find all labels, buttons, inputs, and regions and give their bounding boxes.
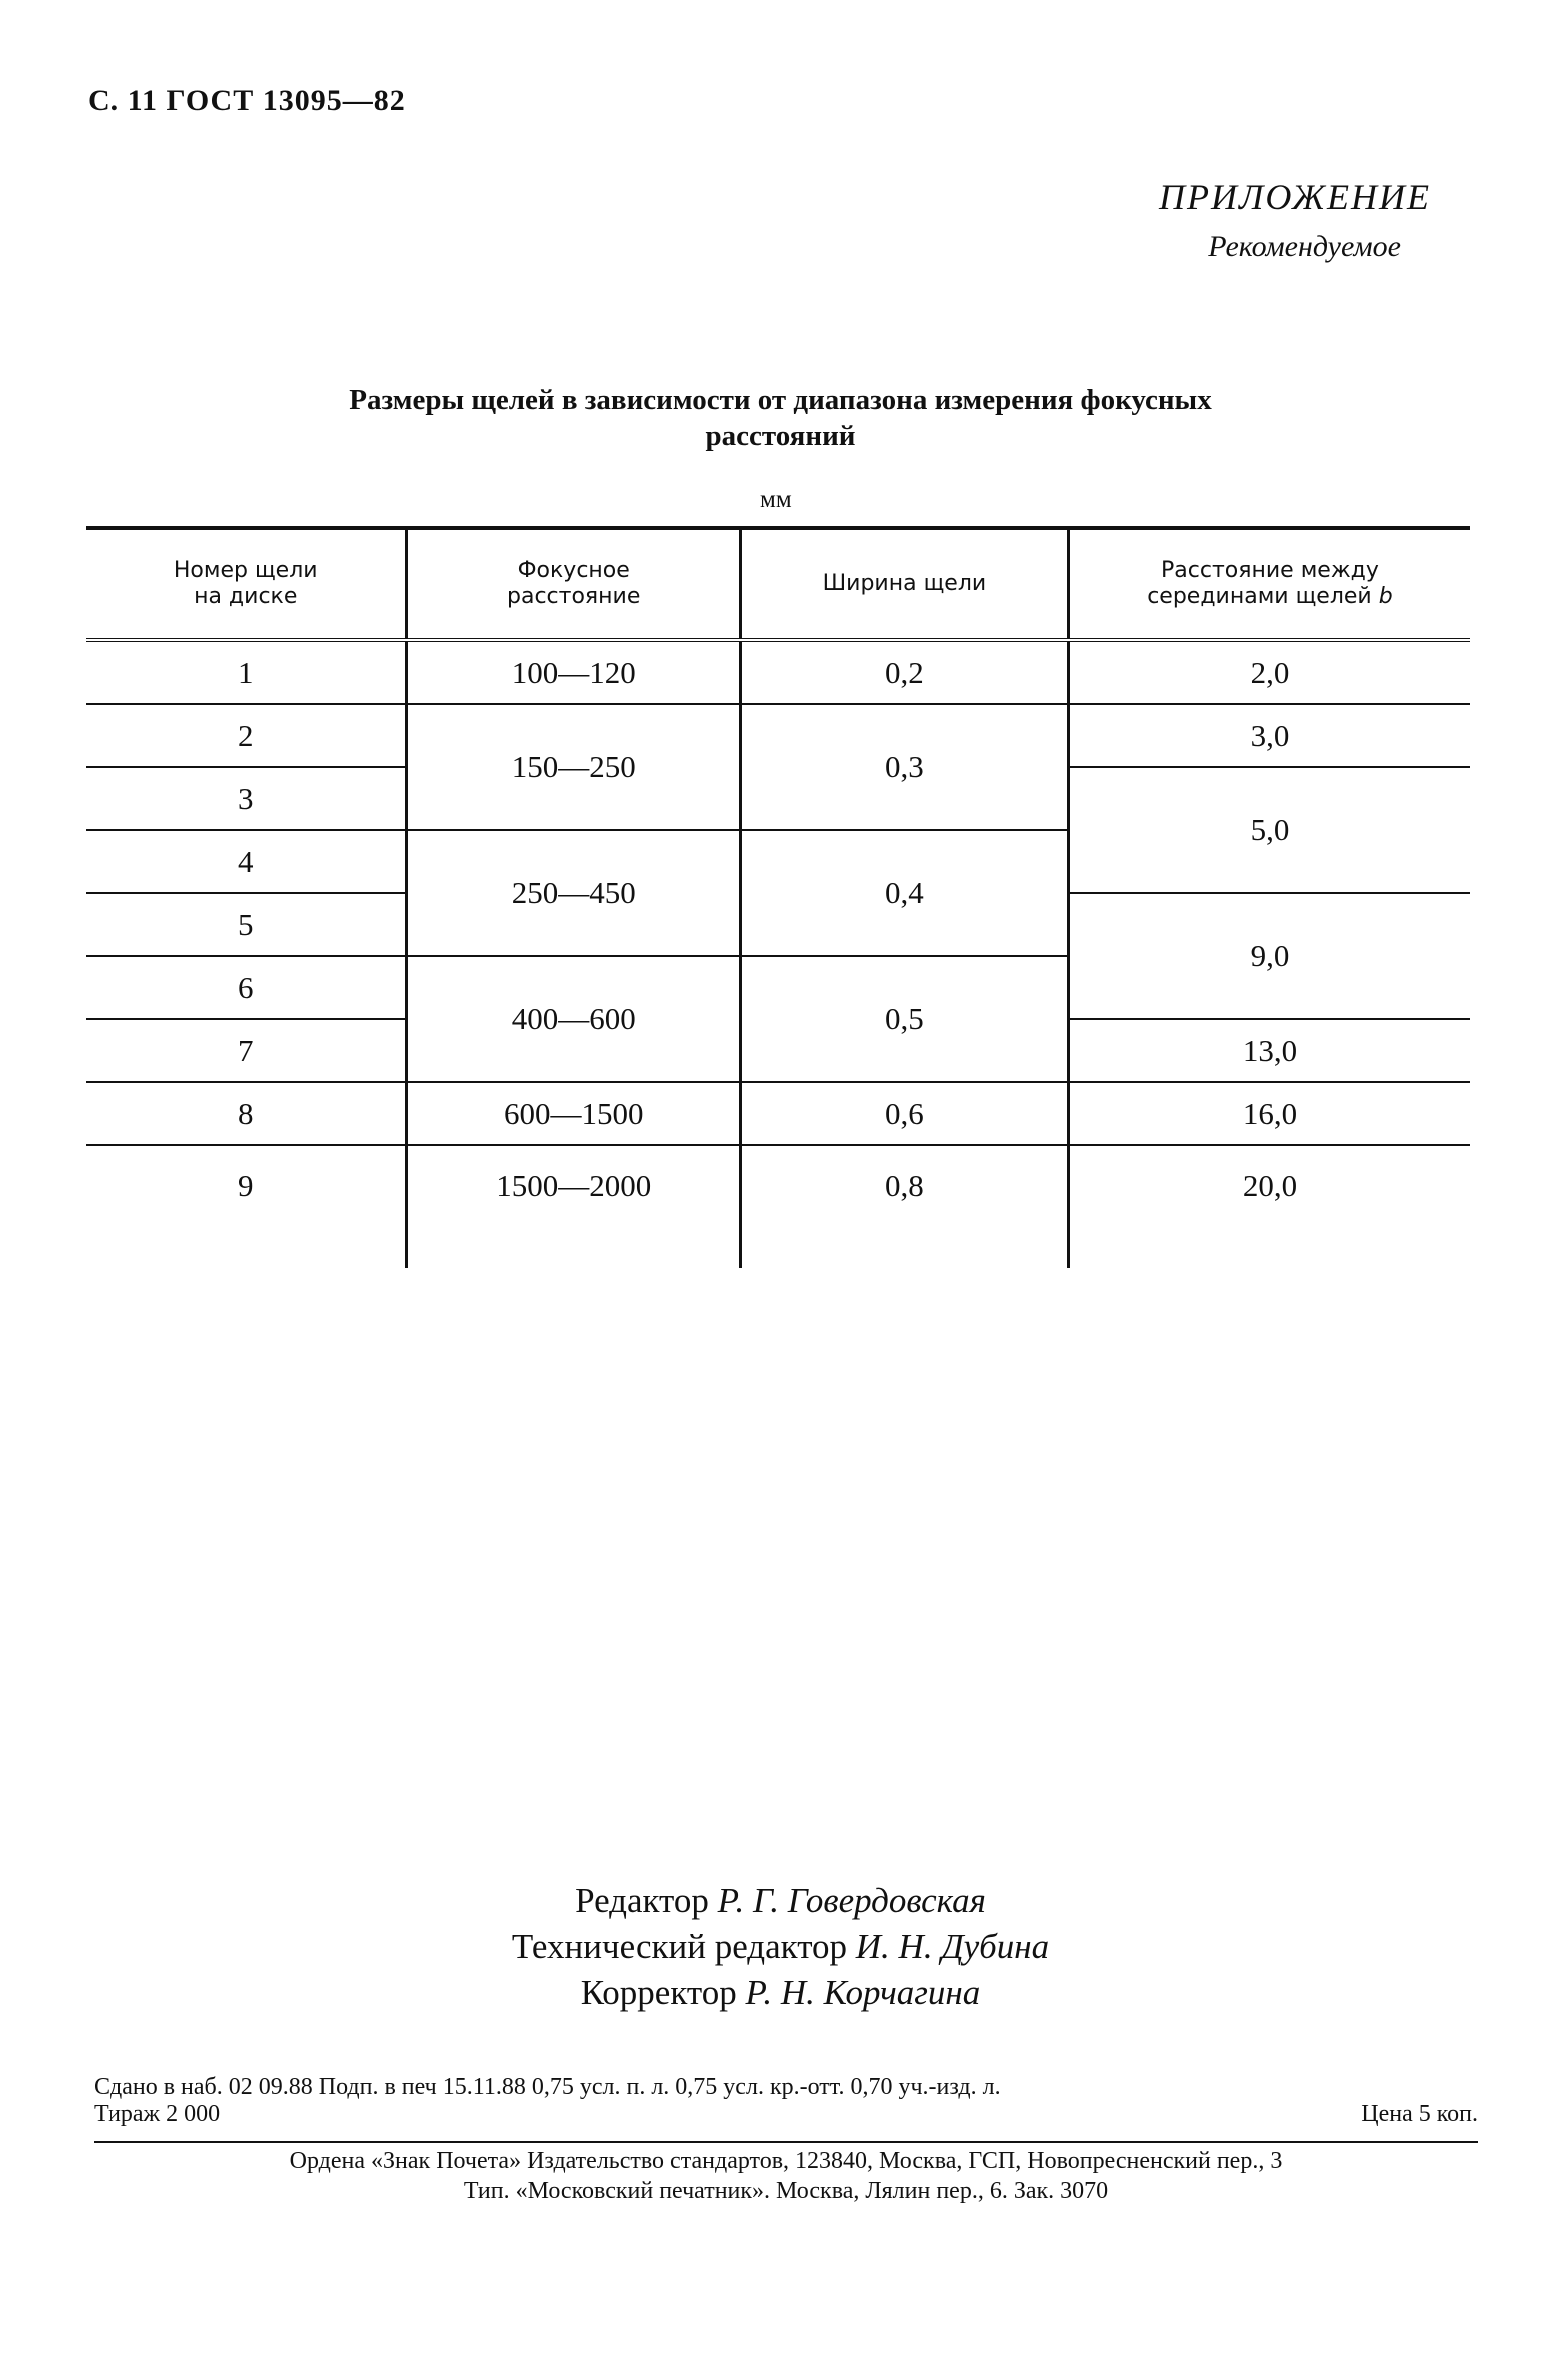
person-name: Р. Г. Говердовская: [717, 1881, 986, 1920]
credits-block: [0, 1878, 1561, 2016]
slit-width-cell: 0,5: [740, 956, 1068, 1082]
appendix-status: Рекомендуемое: [1208, 230, 1401, 263]
slit-width-cell: 0,6: [740, 1082, 1068, 1145]
header-text: на диске: [194, 584, 298, 609]
symbol-b: b: [1378, 584, 1393, 609]
imprint-line: [94, 2101, 1478, 2128]
imprint-line: Сдано в наб. 02 09.88 Подп. в печ 15.11.88 0,75 усл. п. л. 0,75 усл. кр.-отт. 0,70 уч.-изд. л.: [94, 2074, 1001, 2100]
slit-number-cell: 9: [237, 1168, 254, 1203]
table-row: [86, 704, 1470, 767]
header-text: серединами щелей: [1147, 584, 1372, 609]
column-header-slit-width: [740, 528, 1068, 640]
editor-line: [0, 1878, 1561, 1924]
slit-width-cell: 0,4: [740, 830, 1068, 956]
focal-range-cell: 600—1500: [407, 1082, 741, 1145]
header-text: Номер щели: [173, 558, 318, 583]
imprint-line: Ордена «Знак Почета» Издательство стандартов, 123840, Москва, ГСП, Новопресненский пер., 3: [289, 2148, 1283, 2174]
price: Цена 5 коп.: [1361, 2101, 1478, 2127]
person-name: И. Н. Дубина: [855, 1927, 1050, 1966]
focal-range-cell: 150—250: [407, 704, 741, 830]
imprint-print-data: [94, 2074, 1478, 2128]
page-reference: С. 11 ГОСТ 13095—82: [88, 84, 406, 117]
column-header-focal-distance: [407, 528, 741, 640]
table-row: [86, 640, 1470, 704]
table-row: [86, 1082, 1470, 1145]
slit-number-cell: 6: [86, 956, 407, 1019]
distance-cell: 16,0: [1068, 1082, 1470, 1145]
slit-size-table: [86, 526, 1470, 1268]
focal-range-cell: 100—120: [407, 640, 741, 704]
header-text: Фокусное: [517, 558, 630, 583]
corrector-line: [0, 1970, 1561, 2016]
table-title-line-1: Размеры щелей в зависимости от диапазона измерения фокусных: [349, 384, 1212, 416]
appendix-title: ПРИЛОЖЕНИЕ: [1159, 177, 1431, 217]
distance-cell: 2,0: [1068, 640, 1470, 704]
slit-number-cell: 4: [86, 830, 407, 893]
slit-number-cell: 3: [86, 767, 407, 830]
slit-number-cell: 1: [86, 640, 407, 704]
slit-width-cell: 0,3: [740, 704, 1068, 830]
slit-number-cell: 5: [86, 893, 407, 956]
distance-cell: 3,0: [1068, 704, 1470, 767]
distance-cell: 9,0: [1068, 893, 1470, 1019]
header-text: расстояние: [507, 584, 641, 609]
table-title-line-2: расстояний: [705, 420, 856, 452]
slit-width-cell: 0,8: [740, 1145, 1068, 1268]
slit-number-cell: 7: [86, 1019, 407, 1082]
table-row: [86, 1145, 1470, 1268]
slit-number-cell: 8: [86, 1082, 407, 1145]
divider: [94, 2141, 1478, 2143]
table-title: [0, 382, 1561, 454]
table-unit: мм: [760, 486, 792, 513]
header-text: [1080, 584, 1460, 610]
distance-cell: 5,0: [1068, 767, 1470, 893]
slit-number-cell: 2: [86, 704, 407, 767]
print-run: Тираж 2 000: [94, 2101, 221, 2127]
distance-cell: 13,0: [1068, 1019, 1470, 1082]
tech-editor-line: [0, 1924, 1561, 1970]
focal-range-cell: 400—600: [407, 956, 741, 1082]
imprint-line: Тип. «Московский печатник». Москва, Лялин пер., 6. Зак. 3070: [463, 2178, 1109, 2204]
person-name: Р. Н. Корчагина: [745, 1973, 981, 2012]
slit-width-cell: 0,2: [740, 640, 1068, 704]
table-header-row: [86, 528, 1470, 640]
role-label: Технический редактор: [511, 1927, 848, 1966]
header-text: Расстояние между: [1161, 558, 1379, 583]
column-header-slit-distance: [1068, 528, 1470, 640]
role-label: Корректор: [580, 1973, 737, 2012]
column-header-slit-number: [86, 528, 407, 640]
imprint-publisher: [94, 2146, 1478, 2206]
distance-cell: 20,0: [1068, 1145, 1470, 1268]
focal-range-cell: 250—450: [407, 830, 741, 956]
role-label: Редактор: [575, 1881, 709, 1920]
header-text: Ширина щели: [822, 571, 987, 596]
focal-range-cell: 1500—2000: [407, 1145, 741, 1268]
